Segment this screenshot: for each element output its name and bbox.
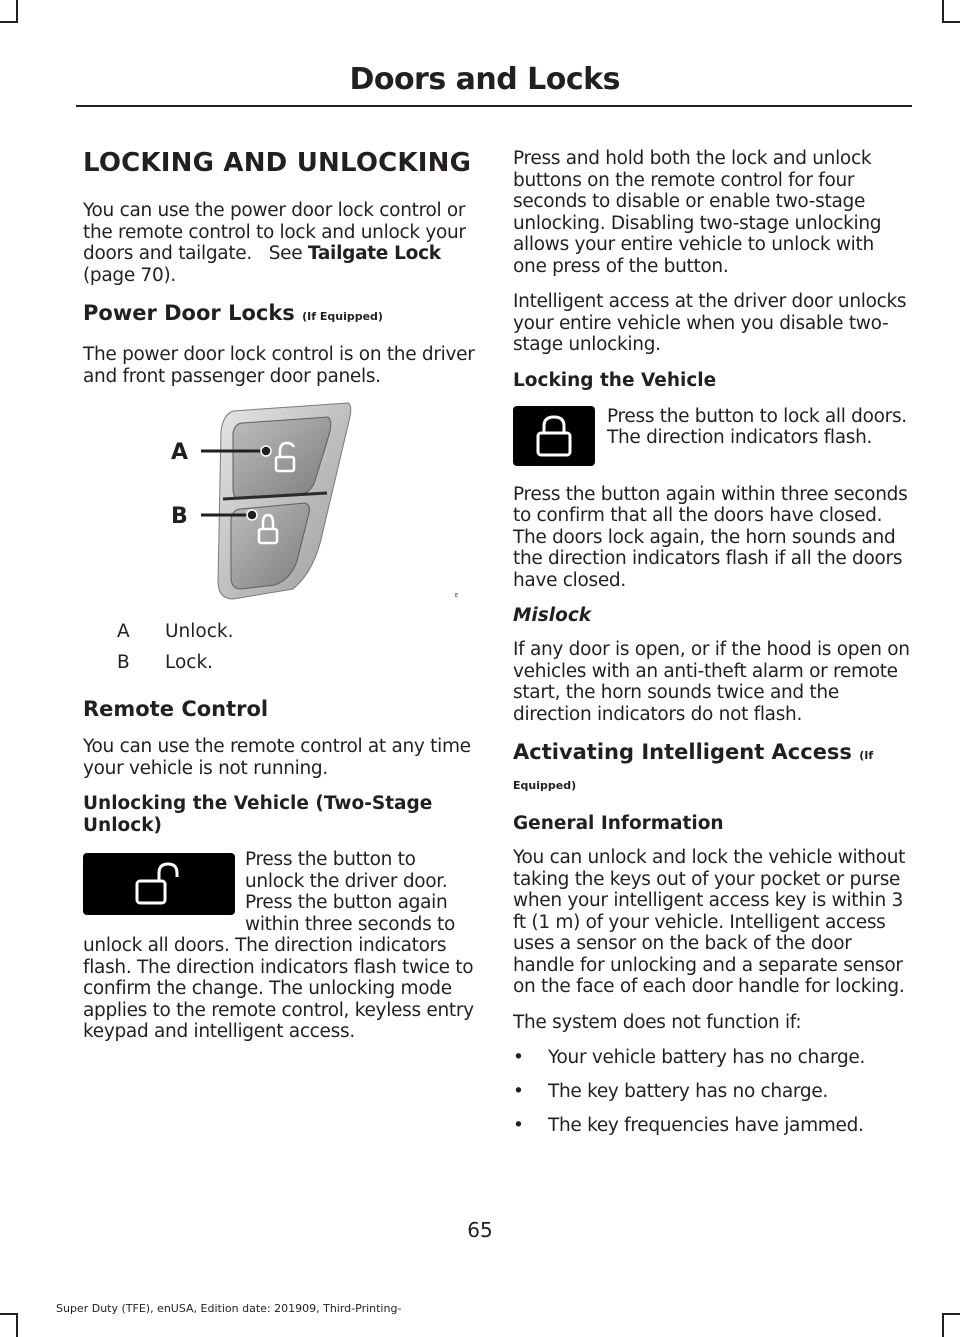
crop-mark [16,0,18,22]
key-letter: B [117,652,130,673]
callout-a: A [171,440,189,465]
unlock-button-image [83,853,235,915]
figure-id: E [455,593,459,599]
section-title: LOCKING AND UNLOCKING [83,148,472,178]
right-column [513,148,911,1149]
activating-heading [513,739,911,799]
press-hold-text: Press and hold both the lock and unlock buttons on the remote control for four seconds to disable or enable two-stage unlocking. Disabling two-stage unlocking allows your entire vehicle to unlock with one press of the button. [513,148,882,277]
unlock-text: Press the button to unlock the driver door. Press the button again within three seconds to unlock all doors. The direction indicators flash. The direction indicators flash twice to confirm the change. The unlocking mode applies to the remote control, keyless entry keypad and intelligent access. [83,849,474,1042]
edition-footer: Super Duty (TFE), enUSA, Edition date: 201909, Third-Printing- [56,1302,402,1315]
power-heading-text: Power Door Locks [83,301,295,325]
list-item: • The key battery has no charge. [513,1081,911,1103]
door-lock-switch-illustration [83,401,478,601]
locking-icon-block [513,406,911,476]
page-number: 65 [467,1218,493,1242]
general-text: You can unlock and lock the vehicle without taking the keys out of your pocket or purse when your intelligent access key is within 3 ft (1 m) of your vehicle. Intelligent access uses a sensor on the back of the door handle for unlocking and a separate sensor on the face of each door handle for locking. [513,847,906,997]
crop-mark [942,21,960,23]
crop-mark [0,21,18,23]
key-value: Lock. [165,652,214,673]
locking-heading: Locking the Vehicle [513,369,717,391]
unlock-icon [129,859,189,909]
intelligent-text: Intelligent access at the driver door unlocks your entire vehicle when you disable two-stage unlocking. [513,291,907,355]
page-header-title: Doors and Locks [349,62,620,97]
list-item: • The key frequencies have jammed. [513,1115,911,1137]
crop-mark [0,1313,18,1315]
intro-see: See [268,243,303,264]
key-letter: A [117,621,130,642]
header-rule [76,105,912,107]
crop-mark [942,0,944,22]
mislock-text: If any door is open, or if the hood is open on vehicles with an anti-theft alarm or remote start, the horn sounds twice and the direction indicators do not flash. [513,639,910,725]
remote-control-heading: Remote Control [83,697,269,721]
general-heading: General Information [513,813,724,834]
intro-paragraph [83,200,478,286]
tailgate-lock-link[interactable]: Tailgate Lock [307,243,441,264]
remote-text: You can use the remote control at any time your vehicle is not running. [83,736,471,779]
crop-mark [942,1313,944,1337]
system-text: The system does not function if: [513,1011,802,1033]
lock-icon [532,413,576,459]
power-text: The power door lock control is on the driver and front passenger door panels. [83,344,475,387]
key-row-b [83,652,478,674]
activating-heading-text: Activating Intelligent Access [513,740,852,764]
activating-heading-note: (If Equipped) [513,749,874,792]
crop-mark [16,1313,18,1337]
locking-text2: Press the button again within three seconds to confirm that all the doors have closed. The doors lock again, the horn sounds and the direction indicators flash if all the doors have closed. [513,483,908,591]
key-row-a [83,621,478,643]
locking-icon-text: Press the button to lock all doors. The direction indicators flash. [607,405,907,448]
list-item: • Your vehicle battery has no charge. [513,1047,911,1069]
crop-mark [942,1313,960,1315]
lock-button-image [513,406,595,466]
intro-text: You can use the power door lock control or the remote control to lock and unlock your doors and tailgate. [83,200,466,264]
intro-page-ref: (page 70). [83,264,176,286]
power-heading-note: (If Equipped) [302,310,383,323]
unlock-heading: Unlocking the Vehicle (Two-Stage Unlock) [83,793,433,836]
left-column [83,148,478,1057]
mislock-heading: Mislock [513,605,592,626]
callout-b: B [171,504,188,529]
failure-conditions-list [513,1047,911,1137]
key-value: Unlock. [165,621,234,642]
power-door-locks-heading [83,300,478,330]
door-lock-switch-icon [83,401,478,601]
